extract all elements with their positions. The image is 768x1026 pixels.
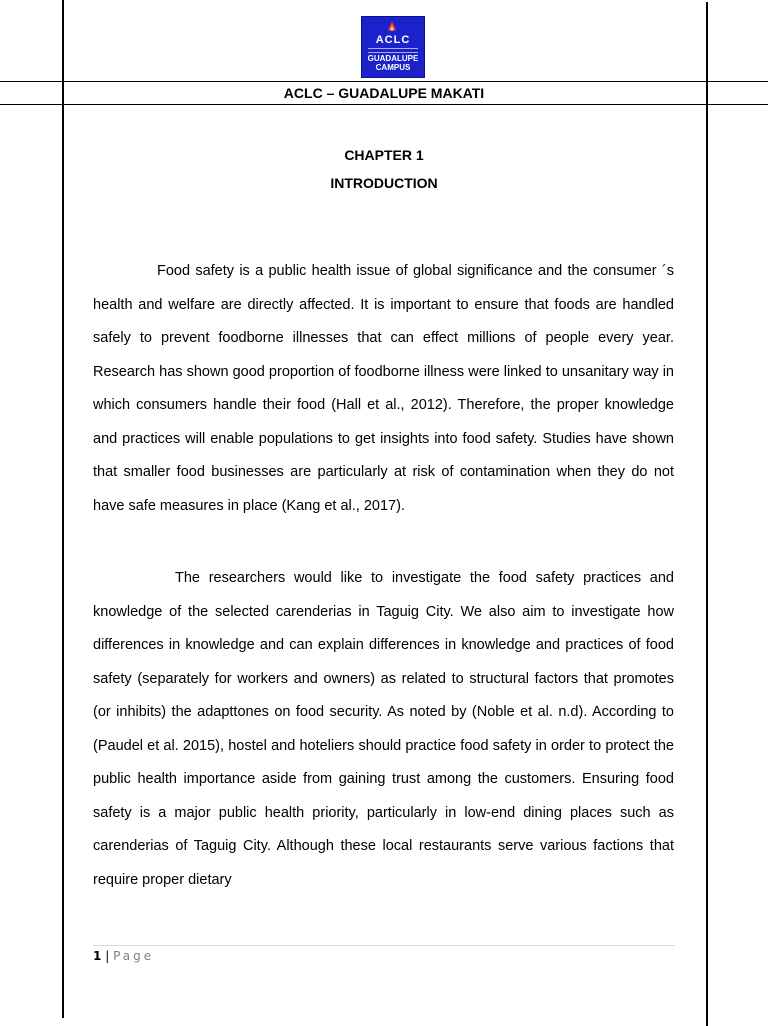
right-margin-rule: [706, 2, 708, 1026]
page-number: 1: [93, 949, 102, 963]
body-paragraph-2: The researchers would like to investigate the food safety practices and knowledge of the selected carenderias in Taguig City. We also aim to investigate how differences in knowledge and can explain differences in knowledge and practices of food safety (separately for workers and owners) as related to structural factors that promotes (or inhibits) the adapttones on food security. As noted by (Noble et al. n.d). According to (Paudel et al. 2015), hostel and hoteliers should practice food safety in order to protect the public health importance aside from gaining trust among the customers. Ensuring food safety is a major public health priority, particularly in low-end dining places such as carenderias of Taguig City. Although these local restaurants serve various factions that require proper dietary: [93, 570, 674, 888]
campus-heading: ACLC – GUADALUPE MAKATI: [283, 85, 485, 101]
logo-campus-text: [362, 54, 424, 72]
header-bottom-rule: [0, 104, 768, 105]
logo-subtitle-line1: GUADALUPE: [367, 54, 419, 63]
footer-separator: |: [105, 949, 110, 963]
chapter-title: INTRODUCTION: [330, 175, 438, 191]
page-footer: [93, 948, 154, 964]
logo-tagline-decoration: [368, 48, 418, 53]
flame-icon: [387, 21, 397, 32]
header-top-rule: [0, 81, 768, 82]
body-paragraph-1: Food safety is a public health issue of global significance and the consumer ´s health and welfare are directly affected. It is important to ensure that foods are handled safely to prevent foodborne illnesses that can effect millions of people every year. Research has shown good proportion of foodborne illness were linked to unsanitary way in which consumers handle their food (Hall et al., 2012). Therefore, the proper knowledge and practices will enable populations to get insights into food safety. Studies have shown that smaller food businesses are particularly at risk of contamination when they do not have safe measures in place (Kang et al., 2017).: [93, 263, 674, 514]
footer-rule: [93, 945, 675, 946]
logo-subtitle-line2: CAMPUS: [375, 63, 411, 72]
page-label: Page: [113, 949, 155, 963]
aclc-logo: [361, 16, 425, 78]
chapter-number: CHAPTER 1: [344, 147, 424, 163]
logo-name: ACLC: [375, 34, 411, 46]
